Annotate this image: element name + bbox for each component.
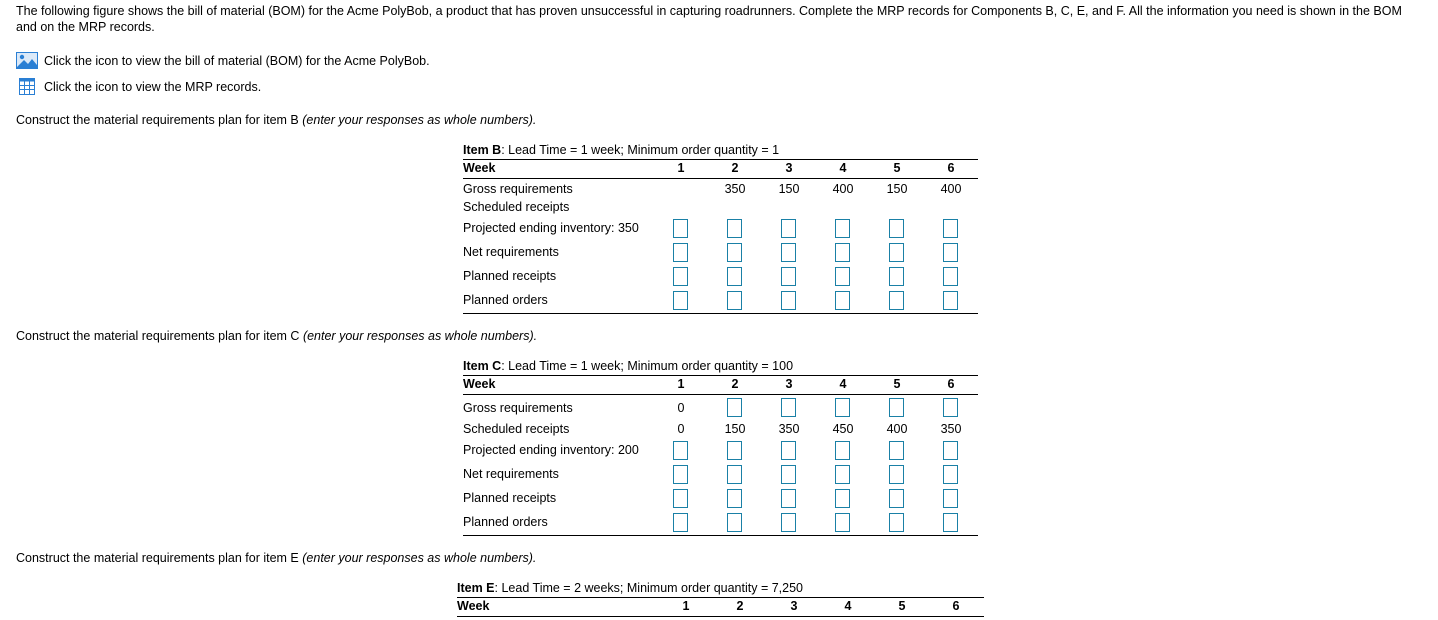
planned-orders-input[interactable]	[727, 513, 742, 532]
scheduled-receipt-value: 450	[832, 422, 854, 436]
projected-inventory-input[interactable]	[889, 219, 904, 238]
net-requirements-input[interactable]	[781, 243, 796, 262]
week-number: 4	[839, 377, 847, 391]
projected-inventory-label: Projected ending inventory: 350	[463, 221, 639, 235]
planned-receipts-label: Planned receipts	[463, 269, 557, 283]
bom-link-text[interactable]: Click the icon to view the bill of material (BOM) for the Acme PolyBob.	[44, 53, 430, 68]
net-requirements-label: Net requirements	[463, 245, 559, 259]
table-bottom-rule	[463, 535, 978, 536]
week-header-row	[457, 597, 984, 617]
net-requirements-input[interactable]	[835, 465, 850, 484]
week-header-row	[463, 159, 978, 179]
gross-requirement-value: 350	[724, 182, 746, 196]
net-requirements-input[interactable]	[889, 465, 904, 484]
table-caption: Item C: Lead Time = 1 week; Minimum order quantity = 100	[463, 359, 794, 373]
mrp-table-item-e	[457, 581, 984, 620]
scheduled-receipt-value: 400	[886, 422, 908, 436]
week-number: 1	[677, 377, 685, 391]
gross-requirement-value: 400	[940, 182, 962, 196]
planned-receipts-input[interactable]	[889, 267, 904, 286]
gross-requirement-input[interactable]	[781, 398, 796, 417]
table-caption: Item B: Lead Time = 1 week; Minimum order quantity = 1	[463, 143, 780, 157]
gross-requirement-input[interactable]	[889, 398, 904, 417]
planned-receipts-input[interactable]	[943, 489, 958, 508]
projected-inventory-input[interactable]	[889, 441, 904, 460]
mrp-table-item-b	[463, 143, 978, 318]
planned-receipts-label: Planned receipts	[463, 491, 557, 505]
week-number: 1	[682, 599, 690, 613]
construct-c-instruction: Construct the material requirements plan for item C (enter your responses as whole numbers).	[16, 329, 538, 343]
net-requirements-input[interactable]	[727, 243, 742, 262]
projected-inventory-input[interactable]	[673, 441, 688, 460]
gross-requirements-label: Gross requirements	[463, 401, 573, 415]
net-requirements-input[interactable]	[673, 465, 688, 484]
projected-inventory-input[interactable]	[943, 219, 958, 238]
planned-orders-input[interactable]	[835, 513, 850, 532]
planned-orders-input[interactable]	[781, 513, 796, 532]
planned-orders-input[interactable]	[943, 513, 958, 532]
planned-receipts-input[interactable]	[727, 489, 742, 508]
gross-requirement-value: 400	[832, 182, 854, 196]
table-caption: Item E: Lead Time = 2 weeks; Minimum order quantity = 7,250	[457, 581, 804, 595]
planned-orders-input[interactable]	[943, 291, 958, 310]
week-label: Week	[463, 377, 496, 391]
week-number: 6	[952, 599, 960, 613]
week-number: 2	[736, 599, 744, 613]
gross-requirement-value: 0	[677, 401, 685, 415]
planned-receipts-input[interactable]	[835, 267, 850, 286]
week-number: 3	[785, 377, 793, 391]
week-label: Week	[463, 161, 496, 175]
planned-orders-input[interactable]	[673, 291, 688, 310]
net-requirements-input[interactable]	[889, 243, 904, 262]
projected-inventory-input[interactable]	[835, 219, 850, 238]
week-number: 5	[893, 161, 901, 175]
planned-receipts-input[interactable]	[673, 489, 688, 508]
net-requirements-label: Net requirements	[463, 467, 559, 481]
net-requirements-input[interactable]	[943, 243, 958, 262]
scheduled-receipt-value: 350	[940, 422, 962, 436]
week-label: Week	[457, 599, 490, 613]
week-number: 6	[947, 161, 955, 175]
projected-inventory-input[interactable]	[943, 441, 958, 460]
planned-orders-input[interactable]	[781, 291, 796, 310]
planned-orders-label: Planned orders	[463, 293, 548, 307]
scheduled-receipts-label: Scheduled receipts	[463, 200, 570, 214]
planned-receipts-input[interactable]	[835, 489, 850, 508]
planned-orders-input[interactable]	[889, 513, 904, 532]
net-requirements-input[interactable]	[835, 243, 850, 262]
week-number: 2	[731, 161, 739, 175]
planned-receipts-input[interactable]	[781, 267, 796, 286]
gross-requirement-input[interactable]	[727, 398, 742, 417]
scheduled-receipts-label: Scheduled receipts	[463, 422, 570, 436]
week-header-row	[463, 375, 978, 395]
net-requirements-input[interactable]	[727, 465, 742, 484]
projected-inventory-input[interactable]	[727, 219, 742, 238]
image-icon[interactable]	[16, 52, 38, 69]
gross-requirements-label: Gross requirements	[463, 182, 573, 196]
mrp-table-item-c	[463, 359, 978, 539]
week-number: 5	[898, 599, 906, 613]
planned-orders-input[interactable]	[889, 291, 904, 310]
mrp-link-text[interactable]: Click the icon to view the MRP records.	[44, 79, 262, 94]
projected-inventory-input[interactable]	[673, 219, 688, 238]
net-requirements-input[interactable]	[673, 243, 688, 262]
construct-e-instruction: Construct the material requirements plan for item E (enter your responses as whole numbers).	[16, 551, 537, 565]
mrp-link-row[interactable]	[16, 78, 261, 95]
net-requirements-input[interactable]	[781, 465, 796, 484]
projected-inventory-input[interactable]	[835, 441, 850, 460]
planned-receipts-input[interactable]	[889, 489, 904, 508]
gross-requirement-value: 150	[886, 182, 908, 196]
planned-receipts-input[interactable]	[943, 267, 958, 286]
week-number: 5	[893, 377, 901, 391]
scheduled-receipt-value: 0	[677, 422, 685, 436]
net-requirements-input[interactable]	[943, 465, 958, 484]
projected-inventory-input[interactable]	[781, 219, 796, 238]
intro-text: The following figure shows the bill of material (BOM) for the Acme PolyBob, a product that has proven unsuccessful in capturing roadrunners. Complete the MRP records for Components B, C, E, and F. All the information you need is shown in the BOM and on the MRP records.	[16, 4, 1402, 34]
bom-link-row[interactable]	[16, 52, 430, 69]
week-number: 3	[785, 161, 793, 175]
construct-b-instruction: Construct the material requirements plan for item B (enter your responses as whole numbers).	[16, 113, 537, 127]
week-number: 2	[731, 377, 739, 391]
scheduled-receipt-value: 150	[724, 422, 746, 436]
planned-receipts-input[interactable]	[727, 267, 742, 286]
projected-inventory-input[interactable]	[781, 441, 796, 460]
week-number: 4	[844, 599, 852, 613]
planned-orders-input[interactable]	[727, 291, 742, 310]
gross-requirement-input[interactable]	[943, 398, 958, 417]
planned-orders-input[interactable]	[673, 513, 688, 532]
planned-orders-label: Planned orders	[463, 515, 548, 529]
week-number: 6	[947, 377, 955, 391]
table-bottom-rule	[463, 313, 978, 314]
gross-requirement-value: 150	[778, 182, 800, 196]
week-number: 1	[677, 161, 685, 175]
week-number: 4	[839, 161, 847, 175]
planned-receipts-input[interactable]	[673, 267, 688, 286]
projected-inventory-label: Projected ending inventory: 200	[463, 443, 639, 457]
scheduled-receipt-value: 350	[778, 422, 800, 436]
table-icon[interactable]	[16, 78, 38, 95]
planned-receipts-input[interactable]	[781, 489, 796, 508]
gross-requirement-input[interactable]	[835, 398, 850, 417]
planned-orders-input[interactable]	[835, 291, 850, 310]
week-number: 3	[790, 599, 798, 613]
projected-inventory-input[interactable]	[727, 441, 742, 460]
